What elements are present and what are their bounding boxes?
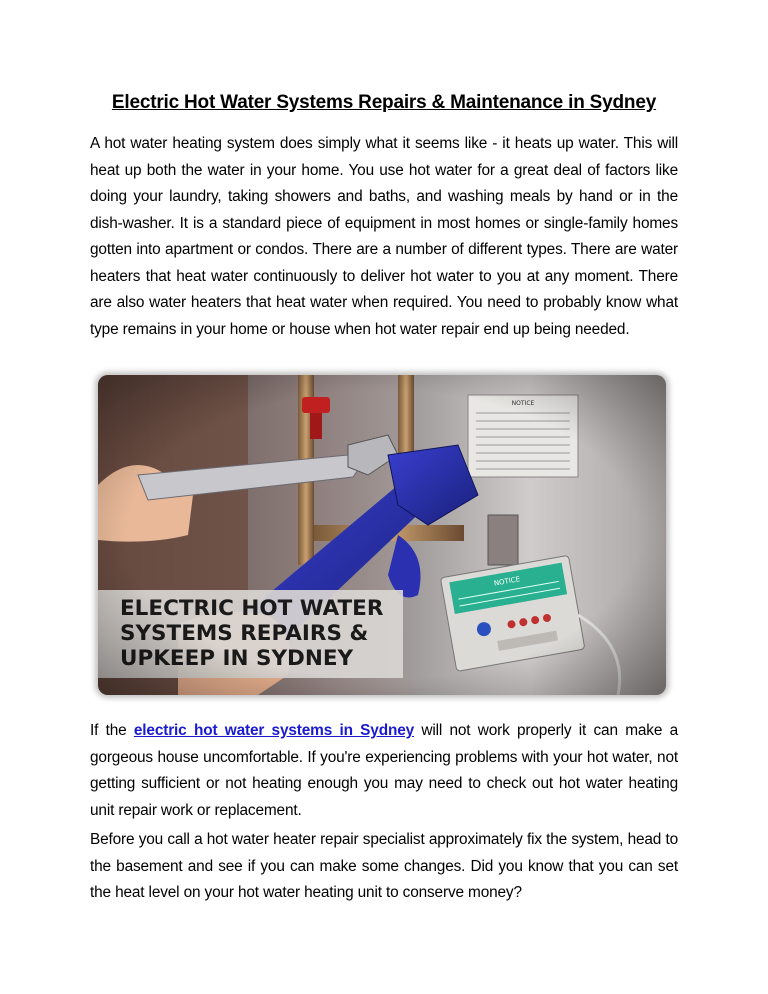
paragraph-link bbox=[90, 718, 678, 824]
electric-hot-water-systems-link[interactable]: electric hot water systems in Sydney bbox=[133, 722, 415, 739]
paragraph-intro: A hot water heating system does simply what it seems like - it heats up water. This will heat up both the water in your home. You use hot water for a great deal of factors like doing your laundry, taking showers and baths, and washing meals by hand or in the dish-washer. It is a standard piece of equipment in most homes or single-family homes gotten into apartment or condos. There are a number of different types. There are water heaters that heat water continuously to deliver hot water to you at any moment. There are also water heaters that heat water when required. You need to probably know what type remains in your home or house when hot water repair end up being needed. bbox=[90, 135, 678, 338]
page-title: Electric Hot Water Systems Repairs & Maintenance in Sydney bbox=[111, 92, 657, 113]
paragraph-repair-tip: Before you call a hot water heater repair specialist approximately fix the system, head to the basement and see if you can make some changes. Did you know that you can set the heat level on your hot water heating unit to conserve money? bbox=[90, 831, 678, 901]
water-heater-photo bbox=[98, 375, 666, 695]
paragraph-link-prefix: If the bbox=[90, 722, 134, 739]
paragraph-link-suffix: will not work properly it can make a gorgeous house uncomfortable. If you're experiencing problems with your hot water, not getting sufficient or not heating enough you may need to check out hot water heating unit repair work or replacement. bbox=[90, 722, 678, 819]
